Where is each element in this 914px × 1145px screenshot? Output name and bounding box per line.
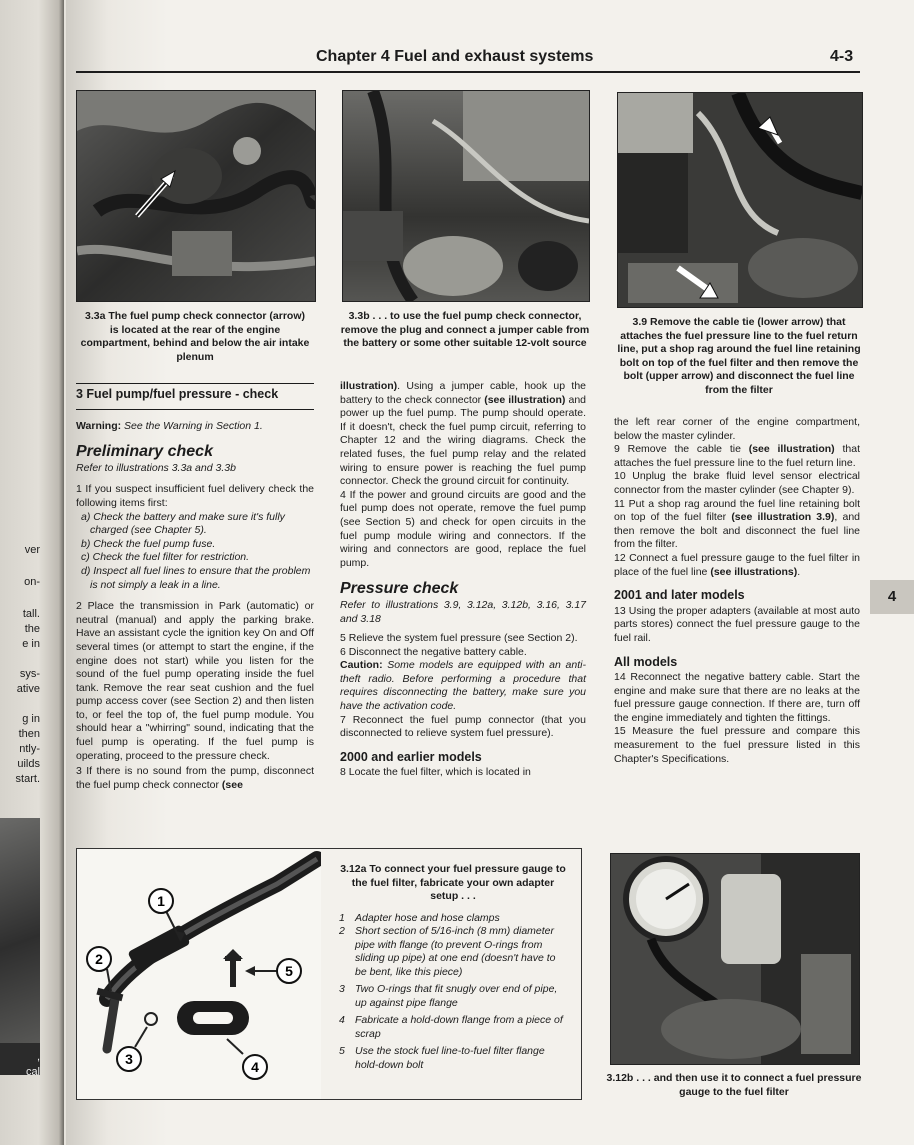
previous-page-photo (0, 818, 40, 1043)
paragraph-5: 5 Relieve the system fuel pressure (see Section 2). (340, 632, 578, 645)
photo-3-3a (76, 90, 316, 302)
header-rule (76, 71, 860, 73)
heading-preliminary-check: Preliminary check (76, 443, 213, 461)
warning-label: Warning: (76, 419, 122, 432)
paragraph-8-continued: the left rear corner of the engine compartment, below the master cylinder. (614, 416, 860, 442)
legend-item: 4 Fabricate a hold-down flange from a piece of scrap (339, 1014, 563, 1040)
callout-3: 3 (125, 1051, 133, 1067)
callout-1: 1 (157, 893, 165, 909)
section-title: 3 Fuel pump/fuel pressure - check (76, 383, 314, 410)
previous-page-text: , cal (25, 1051, 40, 1078)
paragraph-1: 1 If you suspect insufficient fuel delivery check the following items first: (76, 483, 314, 509)
paragraph-12: 12 Connect a fuel pressure gauge to the fuel filter in place of the fuel line (see illustrations). (614, 551, 860, 578)
chapter-tab: 4 (870, 580, 914, 614)
paragraph-6: 6 Disconnect the negative battery cable. (340, 645, 527, 658)
paragraph-10: 10 Unplug the brake fluid level sensor electrical connector from the master cylinder (see Chapter 9). (614, 470, 860, 496)
photo-3-12b (610, 853, 860, 1065)
legend-item: 2 Short section of 5/16-inch (8 mm) diameter pipe with flange (to prevent O-rings from sliding up pipe) at one end (doesn't have to be bent, like this piece) (339, 925, 556, 978)
chapter-header: Chapter 4 Fuel and exhaust systems (316, 48, 594, 65)
column-2 (340, 380, 586, 780)
column-3 (614, 416, 860, 766)
adapter-diagram (77, 849, 321, 1099)
figure-3-12a-caption (339, 863, 567, 1072)
paragraph-2: 2 Place the transmission in Park (automatic) or neutral (manual) and apply the parking brake. Have an assistant cycle the ignition key On and Off several times (or attempt to start the engine, if the engine does not start) while you listen for the sound of the fuel pump operating inside the fuel tank. Remove the rear seat cushion and the fuel pump access cover (see Section 2) and then listen to, or feel the top of, the fuel pump module. You should hear a "whirring" sound, indicating that the fuel pump is operating. If the fuel pump is operating, proceed to the pressure check. (76, 600, 314, 762)
heading-2000-and-earlier: 2000 and earlier models (340, 749, 482, 764)
caution-note: Caution: Some models are equipped with an anti-theft radio. Before performing a procedure that requires disconnecting the battery, make sure you have the activation code. (340, 659, 586, 713)
photo-3-9 (617, 92, 863, 308)
paragraph-13: 13 Using the proper adapters (available at most auto parts stores) connect the fuel pressure gauge to the fuel rail. (614, 604, 860, 644)
column-1: 3 Fuel pump/fuel pressure - check Warning: See the Warning in Section 1. Preliminary check Refer to illustrations 3.3a and 3.3b 1 If you suspect insufficient fuel delivery check the following items first: a) Check the battery and make sure it's fully charged (see Chapter 5). b) Check the fuel pump fuse. c) Check the fuel filter for restriction. d) Inspect all fuel lines to ensure that the problem is not simply a leak in a line. 2 Place the transmission in Park (automatic) or neutral (manual) and apply the parking brake. Have an assistant cycle the ignition key On and Off several times (or attempt to start the engine, if the engine does not start) while you listen for the sound of the fuel pump operating inside the fuel tank. Remove the rear seat cushion and the fuel pump access cover (see Section 2) and then listen to, or feel the top of, the fuel pump module. You should hear a "whirring" sound, indicating that the fuel pump is operating. If the fuel pump is operating, proceed to the pressure check. 3 If there is no sound from the pump, disconnect the fuel pump check connector (see (76, 383, 314, 792)
illustration-reference: Refer to illustrations 3.3a and 3.3b (76, 461, 236, 474)
list-item: a) Check the battery and make sure it's fully charged (see Chapter 5). (81, 510, 285, 537)
caption-3-3a: 3.3a The fuel pump check connector (arrow) is located at the rear of the engine compartment, behind and below the air intake plenum (80, 310, 310, 363)
paragraph-3-continued: illustration). Using a jumper cable, hook up the battery to the check connector (see illustration) and power up the fuel pump. The pump should operate. If it doesn't, check the fuel pump circuit, referring to Chapter 12 and the wiring diagrams. Check the related fuses, the fuel pump relay and the related wiring to ensure power is reaching the fuel pump connector. Check the ground circuit for continuity. (340, 380, 586, 488)
legend-item: 3 Two O-rings that fit snugly over end of pipe, up against pipe flange (339, 983, 558, 1009)
heading-2001-and-later: 2001 and later models (614, 588, 745, 603)
paragraph-9: 9 Remove the cable tie (see illustration) that attaches the fuel pressure line to the fuel return line. (614, 443, 860, 469)
paragraph-3: 3 If there is no sound from the pump, disconnect the fuel pump check connector (see (76, 765, 314, 791)
paragraph-8: 8 Locate the fuel filter, which is located in (340, 766, 531, 779)
figure-title: 3.12a To connect your fuel pressure gauge to the fuel filter, fabricate your own adapter setup . . . (340, 863, 566, 902)
list-item: c) Check the fuel filter for restriction. (81, 551, 250, 564)
paragraph-15: 15 Measure the fuel pressure and compare this measurement to the fuel pressure listed in this Chapter's Specifications. (614, 725, 860, 765)
caption-3-9: 3.9 Remove the cable tie (lower arrow) that attaches the fuel pressure line to the fuel return line, put a shop rag around the fuel line retaining bolt on top of the fuel filter and then remove the bolt (upper arrow) and disconnect the fuel line from the filter (617, 316, 861, 396)
heading-all-models: All models (614, 654, 678, 669)
check-list (76, 511, 314, 593)
caption-3-3b: 3.3b . . . to use the fuel pump check connector, remove the plug and connect a jumper cable from the battery or some other suitable 12-volt source (340, 310, 590, 349)
legend-item: 5 Use the stock fuel line-to-fuel filter flange hold-down bolt (339, 1045, 545, 1071)
list-item: d) Inspect all fuel lines to ensure that the problem is not simply a leak in a line. (81, 564, 311, 591)
callout-5: 5 (285, 963, 293, 979)
photo-3-3b (342, 90, 590, 302)
page-number: 4-3 (830, 48, 854, 65)
previous-page-text: ver on- tall. the e in sys- ative g in then ntly- uilds start. (15, 544, 40, 785)
paragraph-14: 14 Reconnect the negative battery cable. Start the engine and make sure that there are no leaks at the fuel pressure gauge connection. If there are, turn off the engine immediately and tighten the fittings. (614, 671, 860, 724)
legend-item: 1 Adapter hose and hose clamps (339, 911, 500, 924)
illustration-reference: Refer to illustrations 3.9, 3.12a, 3.12b, 3.16, 3.17 and 3.18 (340, 598, 586, 625)
figure-3-12a (76, 848, 582, 1100)
paragraph-11: 11 Put a shop rag around the fuel line retaining bolt on top of the fuel filter (see illustration 3.9), and then remove the bolt and disconnect the fuel line from the filter. (614, 497, 860, 551)
callout-4: 4 (251, 1059, 259, 1075)
paragraph-4: 4 If the power and ground circuits are good and the fuel pump does not operate, remove the fuel pump (see Section 5) and check for open circuits in the fuel pump module wiring and connectors. If the wiring and connectors are good, replace the fuel pump. (340, 488, 586, 569)
heading-pressure-check: Pressure check (340, 580, 459, 598)
paragraph-7: 7 Reconnect the fuel pump connector (that you disconnected to relieve system fuel pressure). (340, 713, 586, 740)
list-item: b) Check the fuel pump fuse. (81, 537, 216, 550)
callout-2: 2 (95, 951, 103, 967)
caption-3-12b: 3.12b . . . and then use it to connect a fuel pressure gauge to the fuel filter (606, 1072, 862, 1098)
